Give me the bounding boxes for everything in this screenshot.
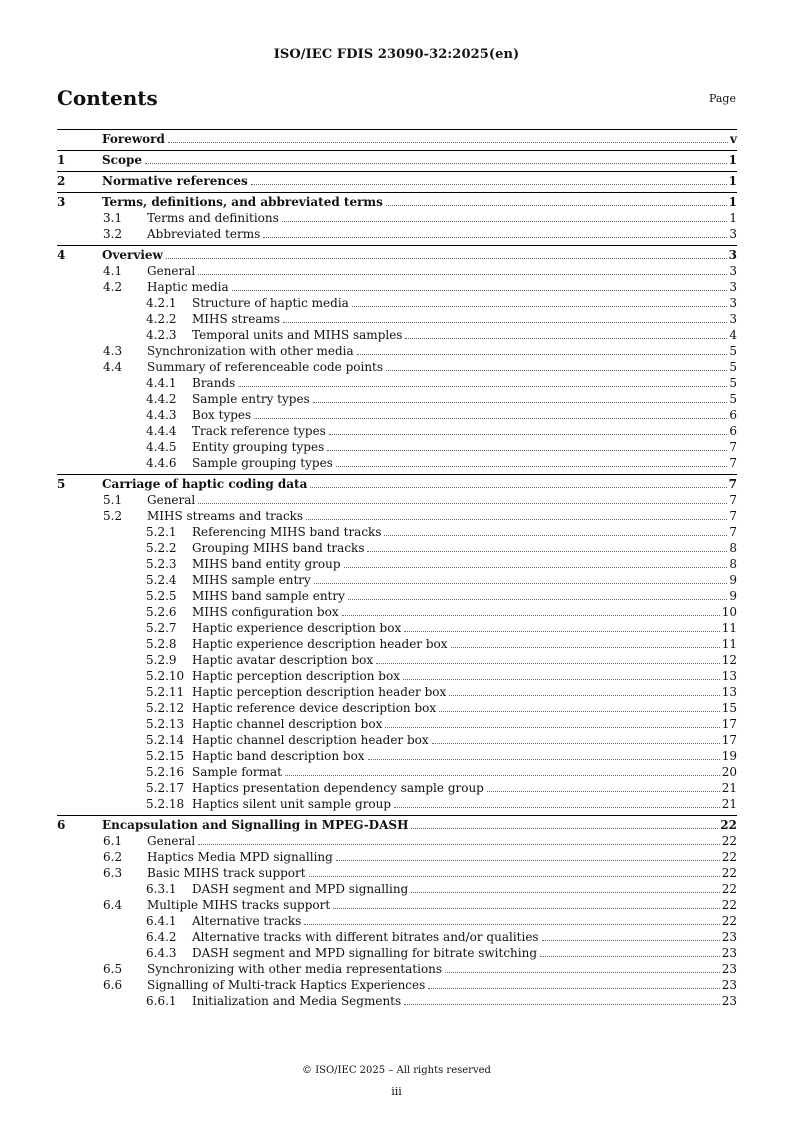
toc-entry-number: 6.2	[103, 850, 123, 864]
dot-leader	[404, 631, 720, 632]
toc-entry-page: 1	[729, 211, 737, 225]
toc-entry[interactable]	[57, 881, 737, 897]
toc-entry[interactable]	[57, 152, 737, 168]
toc-entry-number: 5.2.15	[146, 749, 185, 763]
toc-entry-page: 23	[721, 946, 737, 960]
toc-entry-page: 5	[729, 360, 737, 374]
dot-leader	[386, 205, 727, 206]
toc-entry-title: Grouping MIHS band tracks	[192, 541, 365, 555]
toc-entry-number: 3.1	[103, 211, 123, 225]
toc-entry[interactable]	[57, 833, 737, 849]
toc-entry[interactable]	[57, 572, 737, 588]
toc-entry[interactable]	[57, 684, 737, 700]
toc-entry-number: 6.5	[103, 962, 123, 976]
dot-leader	[285, 775, 720, 776]
toc-entry-number: 6.6	[103, 978, 123, 992]
dot-leader	[198, 503, 727, 504]
toc-entry-page: 8	[729, 541, 737, 555]
dot-leader	[304, 924, 719, 925]
dot-leader	[403, 679, 720, 680]
toc-entry-title: Sample grouping types	[192, 456, 333, 470]
toc-entry-page: 22	[721, 834, 737, 848]
toc-entry-title: Multiple MIHS tracks support	[147, 898, 331, 912]
toc-entry-title: Basic MIHS track support	[147, 866, 306, 880]
toc-entry-number: 4.4.2	[146, 392, 177, 406]
toc-entry[interactable]	[57, 391, 737, 407]
dot-leader	[313, 402, 728, 403]
toc-entry-number: 3.2	[103, 227, 123, 241]
toc-section-group	[57, 129, 737, 150]
dot-leader	[404, 1004, 720, 1005]
toc-entry-page: 7	[729, 525, 737, 539]
toc-entry-page: 22	[721, 850, 737, 864]
dot-leader	[314, 583, 728, 584]
toc-entry-page: 5	[729, 344, 737, 358]
dot-leader	[238, 386, 727, 387]
toc-entry-title: Alternative tracks	[192, 914, 302, 928]
toc-entry-title: Haptic band description box	[192, 749, 365, 763]
toc-entry-number: 4.2.3	[146, 328, 177, 342]
dot-leader	[540, 956, 720, 957]
toc-entry-page: 1	[728, 195, 737, 209]
dot-leader	[542, 940, 720, 941]
dot-leader	[487, 791, 720, 792]
toc-entry-page: 23	[721, 930, 737, 944]
toc-entry-number: 6.6.1	[146, 994, 177, 1008]
toc-entry-number: 4.2.1	[146, 296, 177, 310]
toc-entry-page: 23	[721, 978, 737, 992]
toc-entry-number: 5.2.7	[146, 621, 177, 635]
dot-leader	[283, 322, 727, 323]
toc-entry-number: 4.4.6	[146, 456, 177, 470]
toc-entry-title: Entity grouping types	[192, 440, 325, 454]
dot-leader	[327, 450, 727, 451]
toc-entry-page: 10	[721, 605, 737, 619]
toc-section-group	[57, 192, 737, 245]
toc-entry-page: 22	[721, 898, 737, 912]
dot-leader	[166, 258, 727, 259]
toc-entry-title: Overview	[102, 248, 163, 262]
toc-entry[interactable]	[57, 263, 737, 279]
toc-entry-title: MIHS band entity group	[192, 557, 341, 571]
toc-entry-number: 4.4.3	[146, 408, 177, 422]
toc-entry-number: 5.2.10	[146, 669, 185, 683]
toc-entry[interactable]	[57, 849, 737, 865]
toc-entry-page: v	[730, 132, 737, 146]
toc-entry-number: 5.2.13	[146, 717, 185, 731]
toc-entry-number: 5.2.17	[146, 781, 185, 795]
toc-entry[interactable]	[57, 247, 737, 263]
toc-entry-page: 13	[721, 685, 737, 699]
dot-leader	[428, 988, 719, 989]
toc-entry-number: 6	[57, 818, 66, 832]
toc-entry-page: 9	[729, 573, 737, 587]
toc-entry[interactable]	[57, 439, 737, 455]
toc-entry-number: 4.1	[103, 264, 123, 278]
toc-entry-title: Haptic channel description header box	[192, 733, 429, 747]
dot-leader	[282, 221, 728, 222]
dot-leader	[411, 892, 719, 893]
toc-entry[interactable]	[57, 913, 737, 929]
dot-leader	[198, 844, 719, 845]
toc-entry-page: 11	[721, 621, 737, 635]
toc-entry[interactable]	[57, 929, 737, 945]
toc-entry-title: Summary of referenceable code points	[147, 360, 384, 374]
copyright-notice: © ISO/IEC 2025 – All rights reserved	[302, 1065, 491, 1076]
dot-leader	[168, 142, 728, 143]
toc-entry-title: Alternative tracks with different bitrates and/or qualities	[192, 930, 539, 944]
toc-entry-number: 6.4.3	[146, 946, 177, 960]
toc-entry-title: Haptic experience description box	[192, 621, 402, 635]
toc-entry-title: MIHS streams and tracks	[147, 509, 304, 523]
toc-entry-page: 3	[729, 264, 737, 278]
toc-entry-page: 13	[721, 669, 737, 683]
toc-entry-title: DASH segment and MPD signalling	[192, 882, 409, 896]
toc-entry-number: 2	[57, 174, 66, 188]
toc-entry[interactable]	[57, 343, 737, 359]
toc-entry-number: 4.4.1	[146, 376, 177, 390]
toc-entry-page: 3	[729, 227, 737, 241]
toc-entry-title: Haptics Media MPD signalling	[147, 850, 333, 864]
toc-entry[interactable]	[57, 668, 737, 684]
dot-leader	[376, 663, 720, 664]
toc-entry-number: 5.2.9	[146, 653, 177, 667]
dot-leader	[352, 306, 728, 307]
toc-entry[interactable]	[57, 226, 737, 242]
toc-entry[interactable]	[57, 977, 737, 993]
document-id-header: ISO/IEC FDIS 23090-32:2025(en)	[273, 47, 520, 62]
toc-entry[interactable]	[57, 508, 737, 524]
toc-entry-number: 5.2.18	[146, 797, 185, 811]
toc-entry-page: 7	[729, 509, 737, 523]
toc-entry[interactable]	[57, 455, 737, 471]
toc-entry[interactable]	[57, 556, 737, 572]
dot-leader	[336, 860, 720, 861]
toc-entry-page: 11	[721, 637, 737, 651]
toc-section-group	[57, 171, 737, 192]
page-column-label: Page	[708, 92, 736, 105]
toc-entry-number: 4	[57, 248, 66, 262]
toc-entry-page: 3	[728, 248, 737, 262]
toc-entry[interactable]	[57, 732, 737, 748]
toc-entry[interactable]	[57, 604, 737, 620]
toc-entry[interactable]	[57, 327, 737, 343]
toc-entry-page: 12	[721, 653, 737, 667]
page-number: iii	[391, 1085, 402, 1098]
toc-entry-page: 7	[729, 456, 737, 470]
toc-entry[interactable]	[57, 716, 737, 732]
toc-entry-title: MIHS streams	[192, 312, 281, 326]
toc-entry-page: 6	[729, 424, 737, 438]
toc-entry-number: 5.2.5	[146, 589, 177, 603]
toc-entry-number: 6.3.1	[146, 882, 177, 896]
toc-section-group	[57, 245, 737, 474]
toc-entry[interactable]	[57, 131, 737, 147]
table-of-contents	[57, 129, 737, 1012]
toc-entry[interactable]	[57, 865, 737, 881]
toc-entry[interactable]	[57, 524, 737, 540]
dot-leader	[449, 695, 719, 696]
toc-entry-title: Scope	[102, 153, 143, 167]
toc-entry-title: Temporal units and MIHS samples	[192, 328, 403, 342]
toc-entry[interactable]	[57, 295, 737, 311]
toc-entry-number: 4.4.4	[146, 424, 177, 438]
toc-entry-title: Haptic channel description box	[192, 717, 383, 731]
toc-entry-number: 5.2	[103, 509, 123, 523]
dot-leader	[306, 519, 727, 520]
toc-entry-page: 15	[721, 701, 737, 715]
toc-entry-number: 5.1	[103, 493, 123, 507]
toc-entry-page: 17	[721, 717, 737, 731]
toc-entry-page: 21	[721, 797, 737, 811]
toc-entry[interactable]	[57, 375, 737, 391]
toc-entry-number: 5.2.1	[146, 525, 177, 539]
toc-entry-number: 6.3	[103, 866, 123, 880]
toc-entry[interactable]	[57, 897, 737, 913]
toc-entry-page: 19	[721, 749, 737, 763]
toc-entry[interactable]	[57, 311, 737, 327]
toc-entry[interactable]	[57, 194, 737, 210]
toc-entry[interactable]	[57, 764, 737, 780]
toc-section-group	[57, 815, 737, 1012]
toc-entry[interactable]	[57, 961, 737, 977]
toc-entry-page: 8	[729, 557, 737, 571]
dot-leader	[368, 759, 720, 760]
toc-entry[interactable]	[57, 540, 737, 556]
dot-leader	[386, 370, 727, 371]
toc-entry-page: 22	[721, 882, 737, 896]
toc-entry-number: 5	[57, 477, 66, 491]
dot-leader	[336, 466, 728, 467]
toc-entry[interactable]	[57, 636, 737, 652]
dot-leader	[439, 711, 720, 712]
dot-leader	[329, 434, 728, 435]
toc-entry-page: 4	[729, 328, 737, 342]
dot-leader	[405, 338, 727, 339]
toc-entry-page: 17	[721, 733, 737, 747]
toc-section-group	[57, 474, 737, 815]
toc-entry-title: Terms, definitions, and abbreviated terms	[102, 195, 383, 209]
toc-entry-number: 5.2.8	[146, 637, 177, 651]
toc-entry[interactable]	[57, 652, 737, 668]
toc-entry-number: 5.2.6	[146, 605, 177, 619]
toc-entry-number: 6.4.1	[146, 914, 177, 928]
toc-entry-page: 22	[721, 914, 737, 928]
toc-entry-page: 1	[728, 153, 737, 167]
toc-entry-number: 3	[57, 195, 66, 209]
toc-entry-number: 1	[57, 153, 66, 167]
toc-entry-title: Haptics presentation dependency sample group	[192, 781, 484, 795]
dot-leader	[310, 487, 726, 488]
dot-leader	[357, 354, 728, 355]
dot-leader	[432, 743, 720, 744]
toc-entry-page: 20	[721, 765, 737, 779]
toc-entry-page: 7	[729, 493, 737, 507]
toc-section-group	[57, 150, 737, 171]
toc-entry-page: 6	[729, 408, 737, 422]
dot-leader	[445, 972, 720, 973]
toc-entry-number: 5.2.16	[146, 765, 185, 779]
toc-entry-title: Terms and definitions	[147, 211, 279, 225]
toc-entry-page: 7	[729, 440, 737, 454]
toc-entry-number: 4.2	[103, 280, 123, 294]
toc-entry-number: 4.4.5	[146, 440, 177, 454]
toc-entry-title: Initialization and Media Segments	[192, 994, 402, 1008]
toc-entry-page: 5	[729, 376, 737, 390]
toc-entry[interactable]	[57, 700, 737, 716]
dot-leader	[451, 647, 720, 648]
toc-entry-title: Structure of haptic media	[192, 296, 349, 310]
toc-entry-page: 3	[729, 280, 737, 294]
toc-entry-title: Foreword	[102, 132, 165, 146]
dot-leader	[348, 599, 727, 600]
toc-entry-title: Haptic experience description header box	[192, 637, 448, 651]
toc-entry-number: 6.1	[103, 834, 123, 848]
toc-entry[interactable]	[57, 173, 737, 189]
toc-entry-title: MIHS sample entry	[192, 573, 311, 587]
page-title: Contents	[57, 86, 158, 110]
toc-entry-title: Normative references	[102, 174, 248, 188]
dot-leader	[232, 290, 728, 291]
toc-entry-title: Haptic perception description box	[192, 669, 400, 683]
toc-entry-number: 5.2.12	[146, 701, 185, 715]
dot-leader	[394, 807, 720, 808]
toc-entry-number: 6.4.2	[146, 930, 177, 944]
toc-entry-number: 4.3	[103, 344, 123, 358]
toc-entry-title: Track reference types	[192, 424, 326, 438]
dot-leader	[145, 163, 727, 164]
toc-entry-title: Haptic avatar description box	[192, 653, 374, 667]
toc-entry-title: General	[147, 264, 196, 278]
dot-leader	[344, 567, 728, 568]
dot-leader	[251, 184, 727, 185]
toc-entry-title: Referencing MIHS band tracks	[192, 525, 382, 539]
toc-entry-number: 4.4	[103, 360, 123, 374]
dot-leader	[367, 551, 727, 552]
dot-leader	[263, 237, 727, 238]
toc-entry-title: Synchronizing with other media representations	[147, 962, 443, 976]
toc-entry[interactable]	[57, 748, 737, 764]
toc-entry-title: Carriage of haptic coding data	[102, 477, 308, 491]
toc-entry-title: Box types	[192, 408, 252, 422]
toc-entry-title: Haptic perception description header box	[192, 685, 447, 699]
toc-entry-page: 1	[728, 174, 737, 188]
toc-entry-page: 3	[729, 296, 737, 310]
toc-entry-title: Sample format	[192, 765, 282, 779]
toc-entry-title: Brands	[192, 376, 236, 390]
toc-entry-title: Haptic reference device description box	[192, 701, 437, 715]
toc-entry[interactable]	[57, 476, 737, 492]
toc-entry-number: 5.2.2	[146, 541, 177, 555]
toc-entry-number: 5.2.3	[146, 557, 177, 571]
toc-entry-page: 9	[729, 589, 737, 603]
toc-entry-title: General	[147, 493, 196, 507]
toc-entry-page: 22	[721, 866, 737, 880]
toc-entry[interactable]	[57, 993, 737, 1009]
toc-entry[interactable]	[57, 945, 737, 961]
dot-leader	[385, 727, 719, 728]
toc-entry[interactable]	[57, 796, 737, 812]
toc-entry[interactable]	[57, 620, 737, 636]
toc-entry-number: 6.4	[103, 898, 123, 912]
toc-entry-title: Sample entry types	[192, 392, 310, 406]
toc-entry-title: Encapsulation and Signalling in MPEG-DASH	[102, 818, 409, 832]
toc-entry-title: Haptic media	[147, 280, 229, 294]
toc-entry[interactable]	[57, 407, 737, 423]
toc-entry-number: 4.2.2	[146, 312, 177, 326]
toc-entry-number: 5.2.11	[146, 685, 185, 699]
toc-entry-title: Signalling of Multi-track Haptics Experiences	[147, 978, 426, 992]
toc-entry[interactable]	[57, 210, 737, 226]
toc-entry-page: 23	[721, 962, 737, 976]
toc-entry-page: 23	[721, 994, 737, 1008]
dot-leader	[411, 828, 718, 829]
toc-entry[interactable]	[57, 359, 737, 375]
toc-entry[interactable]	[57, 817, 737, 833]
dot-leader	[198, 274, 727, 275]
dot-leader	[309, 876, 720, 877]
dot-leader	[333, 908, 720, 909]
toc-entry-number: 5.2.4	[146, 573, 177, 587]
toc-entry-title: MIHS band sample entry	[192, 589, 345, 603]
toc-entry-title: MIHS configuration box	[192, 605, 339, 619]
dot-leader	[254, 418, 727, 419]
toc-entry-title: DASH segment and MPD signalling for bitrate switching	[192, 946, 538, 960]
toc-entry-title: Synchronization with other media	[147, 344, 354, 358]
toc-entry-page: 3	[729, 312, 737, 326]
toc-entry[interactable]	[57, 423, 737, 439]
toc-entry[interactable]	[57, 492, 737, 508]
toc-entry-page: 21	[721, 781, 737, 795]
dot-leader	[342, 615, 720, 616]
toc-entry[interactable]	[57, 279, 737, 295]
toc-entry-title: General	[147, 834, 196, 848]
toc-entry-page: 5	[729, 392, 737, 406]
toc-entry-title: Abbreviated terms	[147, 227, 261, 241]
toc-entry-title: Haptics silent unit sample group	[192, 797, 392, 811]
toc-entry-page: 22	[720, 818, 737, 832]
toc-entry[interactable]	[57, 588, 737, 604]
dot-leader	[384, 535, 727, 536]
toc-entry[interactable]	[57, 780, 737, 796]
toc-entry-number: 5.2.14	[146, 733, 185, 747]
toc-entry-page: 7	[728, 477, 737, 491]
